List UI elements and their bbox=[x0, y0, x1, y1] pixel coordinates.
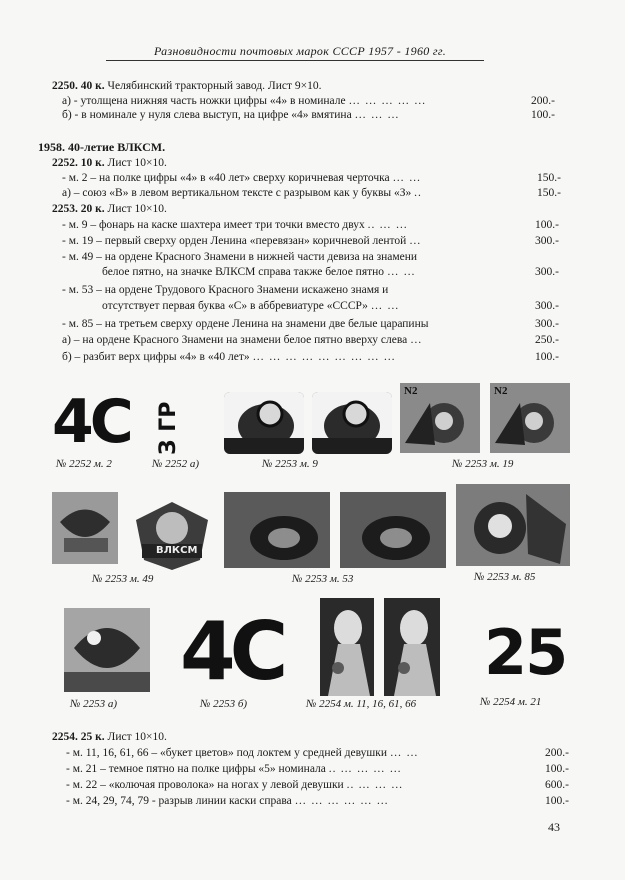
header-rule bbox=[106, 60, 484, 61]
badge-label: ВЛКСМ bbox=[156, 545, 198, 556]
row-text: а) – на ордене Красного Знамени на знамени белое пятно вверху слева bbox=[62, 334, 408, 346]
caption-2253-m49: № 2253 м. 49 bbox=[92, 573, 154, 585]
row-text: - м. 19 – первый сверху орден Ленина «перевязан» коричневой лентой bbox=[62, 235, 407, 247]
caption-2253-b: № 2253 б) bbox=[200, 698, 248, 710]
order-labour-image bbox=[340, 492, 446, 568]
figure-2254-m11-right bbox=[384, 598, 440, 696]
figure-2254-m21: 25 bbox=[484, 616, 567, 689]
caption-2252-a: № 2252 а) bbox=[152, 458, 200, 470]
s2253-row-m53-b bbox=[102, 300, 400, 313]
row-text: - м. 9 – фонарь на каске шахтера имеет три точки вместо двух bbox=[62, 219, 365, 231]
s2253-row-m49-a bbox=[62, 251, 417, 264]
row-text: а) – союз «В» в левом вертикальном тексте с разрывом как у буквы «З» bbox=[62, 187, 412, 199]
s2253-row-b-price: 100.- bbox=[535, 351, 559, 363]
girls-bouquet-image bbox=[384, 598, 440, 696]
order-red-banner-image bbox=[52, 492, 118, 564]
s2250-row-b bbox=[62, 109, 400, 122]
n2-label: N2 bbox=[404, 385, 418, 397]
miner-helmet-image bbox=[224, 392, 304, 454]
s2253-num: 2253. bbox=[52, 203, 78, 215]
row-text: а) - утолщена нижняя часть ножки цифры «4» в номинале bbox=[62, 95, 346, 107]
row-dots: … … … bbox=[354, 109, 400, 121]
s2250-row-a bbox=[62, 95, 426, 108]
s2252-row-a-price: 150.- bbox=[537, 187, 561, 199]
row-dots: … … bbox=[386, 266, 416, 278]
s2250-row-a-price: 200.- bbox=[531, 95, 555, 107]
figure-2252-m2: 4С bbox=[52, 387, 130, 457]
figure-2253-m9-left bbox=[224, 392, 304, 454]
figure-2253-m53-right bbox=[340, 492, 446, 568]
figure-2253-m9-right bbox=[312, 392, 392, 454]
page-number: 43 bbox=[548, 820, 560, 834]
miner-helmet-image bbox=[312, 392, 392, 454]
s2254-title bbox=[52, 731, 167, 744]
figure-2253-m85 bbox=[456, 484, 570, 566]
order-labour-image bbox=[224, 492, 330, 568]
s2250-title bbox=[52, 80, 321, 93]
section-heading-1958: 1958. 40-летие ВЛКСМ. bbox=[38, 140, 166, 154]
s2254-row-m22-price: 600.- bbox=[545, 779, 569, 791]
row-text: - м. 22 – «колючая проволока» на ногах у левой девушки bbox=[66, 779, 344, 791]
row-text: - м. 11, 16, 61, 66 – «букет цветов» под локтем у средней девушки bbox=[66, 747, 387, 759]
row-dots: … … … … … bbox=[348, 95, 427, 107]
figure-2253-b: 4С bbox=[180, 605, 283, 698]
s2252-num: 2252. bbox=[52, 157, 78, 169]
girls-bouquet-image bbox=[320, 598, 374, 696]
s2253-row-m19-price: 300.- bbox=[535, 235, 559, 247]
row-text: б) – разбит верх цифры «4» в «40 лет» bbox=[62, 351, 250, 363]
row-text: - м. 85 – на третьем сверху ордене Ленина на знамени две белые царапины bbox=[62, 318, 429, 330]
s2254-value: 25 к. bbox=[80, 731, 105, 743]
s2250-num: 2250. bbox=[52, 80, 78, 92]
figure-2252-a: З ГР bbox=[156, 401, 181, 455]
s2253-row-m85-price: 300.- bbox=[535, 318, 559, 330]
vlksm-badge-image bbox=[130, 500, 214, 572]
row-text: б) - в номинале у нуля слева выступ, на цифре «4» вмятина bbox=[62, 109, 352, 121]
s2254-num: 2254. bbox=[52, 731, 78, 743]
figure-2253-m49-badge bbox=[130, 500, 214, 572]
s2253-desc: Лист 10×10. bbox=[107, 203, 167, 215]
s2254-row-m24-price: 100.- bbox=[545, 795, 569, 807]
s2254-row-m11 bbox=[66, 747, 419, 760]
row-text: - м. 49 – на ордене Красного Знамени в нижней части девиза на знамени bbox=[62, 251, 418, 263]
caption-2252-m2: № 2252 м. 2 bbox=[56, 458, 112, 470]
order-lenin-scratch-image bbox=[456, 484, 570, 566]
s2254-row-m11-price: 200.- bbox=[545, 747, 569, 759]
s2253-row-m53-price: 300.- bbox=[535, 300, 559, 312]
s2254-row-m21 bbox=[66, 763, 402, 776]
row-dots: … … … … … … … … … bbox=[252, 351, 396, 363]
s2253-row-m53-a bbox=[62, 284, 388, 297]
caption-2253-m85: № 2253 м. 85 bbox=[474, 571, 536, 583]
row-text: - м. 53 – на ордене Трудового Красного Знамени искажено знамя и bbox=[62, 284, 389, 296]
caption-2254-m11: № 2254 м. 11, 16, 61, 66 bbox=[306, 698, 417, 710]
s2250-value: 40 к. bbox=[80, 80, 105, 92]
row-text: белое пятно, на значке ВЛКСМ справа также белое пятно bbox=[102, 266, 385, 278]
caption-2253-m19: № 2253 м. 19 bbox=[452, 458, 514, 470]
s2253-row-m9-price: 100.- bbox=[535, 219, 559, 231]
s2254-desc: Лист 10×10. bbox=[107, 731, 167, 743]
s2253-row-m49-b bbox=[102, 266, 416, 279]
figure-2253-m19-right bbox=[490, 383, 570, 453]
s2252-value: 10 к. bbox=[80, 157, 105, 169]
s2252-desc: Лист 10×10. bbox=[107, 157, 167, 169]
row-dots: .. … … bbox=[367, 219, 409, 231]
s2253-row-m85 bbox=[62, 318, 428, 331]
s2253-row-a bbox=[62, 334, 423, 347]
row-text: - м. 24, 29, 74, 79 - разрыв линии каски справа bbox=[66, 795, 292, 807]
figure-2253-m53-left bbox=[224, 492, 330, 568]
s2252-row-m2-price: 150.- bbox=[537, 172, 561, 184]
s2252-row-m2 bbox=[62, 172, 421, 185]
s2253-row-m19 bbox=[62, 235, 422, 248]
row-text: отсутствует первая буква «С» в аббревиатуре «СССР» bbox=[102, 300, 368, 312]
row-dots: … … bbox=[392, 172, 422, 184]
s2254-row-m24 bbox=[66, 795, 389, 808]
figure-2253-a bbox=[64, 608, 150, 692]
n2-label: N2 bbox=[494, 385, 508, 397]
row-dots: .. bbox=[414, 187, 422, 199]
row-dots: … … … … … … bbox=[294, 795, 389, 807]
row-text: - м. 2 – на полке цифры «4» в «40 лет» сверху коричневая черточка bbox=[62, 172, 390, 184]
s2254-row-m21-price: 100.- bbox=[545, 763, 569, 775]
caption-2254-m21: № 2254 м. 21 bbox=[480, 696, 542, 708]
s2253-title bbox=[52, 203, 167, 216]
row-dots: .. … … … … bbox=[328, 763, 402, 775]
s2252-row-a bbox=[62, 187, 422, 200]
s2250-desc: Челябинский тракторный завод. Лист 9×10. bbox=[107, 80, 322, 92]
caption-2253-m53: № 2253 м. 53 bbox=[292, 573, 354, 585]
figure-2254-m11-left bbox=[320, 598, 374, 696]
caption-2253-m9: № 2253 м. 9 bbox=[262, 458, 318, 470]
page-header: Разновидности почтовых марок СССР 1957 - 1960 гг. bbox=[154, 44, 446, 58]
s2250-row-b-price: 100.- bbox=[531, 109, 555, 121]
row-dots: … … bbox=[370, 300, 400, 312]
row-text: - м. 21 – темное пятно на полке цифры «5» номинала bbox=[66, 763, 326, 775]
caption-2253-a: № 2253 а) bbox=[70, 698, 118, 710]
row-dots: .. … … … bbox=[346, 779, 404, 791]
row-dots: … bbox=[409, 235, 422, 247]
s2253-row-a-price: 250.- bbox=[535, 334, 559, 346]
order-banner-spot-image bbox=[64, 608, 150, 692]
row-dots: … bbox=[410, 334, 423, 346]
s2253-row-m49-price: 300.- bbox=[535, 266, 559, 278]
figure-2253-m49-left bbox=[52, 492, 118, 564]
row-dots: … … bbox=[389, 747, 419, 759]
s2253-row-b bbox=[62, 351, 396, 364]
figure-2253-m19-left bbox=[400, 383, 480, 453]
s2254-row-m22 bbox=[66, 779, 403, 792]
s2253-value: 20 к. bbox=[80, 203, 105, 215]
s2253-row-m9 bbox=[62, 219, 408, 232]
s2252-title bbox=[52, 157, 167, 170]
